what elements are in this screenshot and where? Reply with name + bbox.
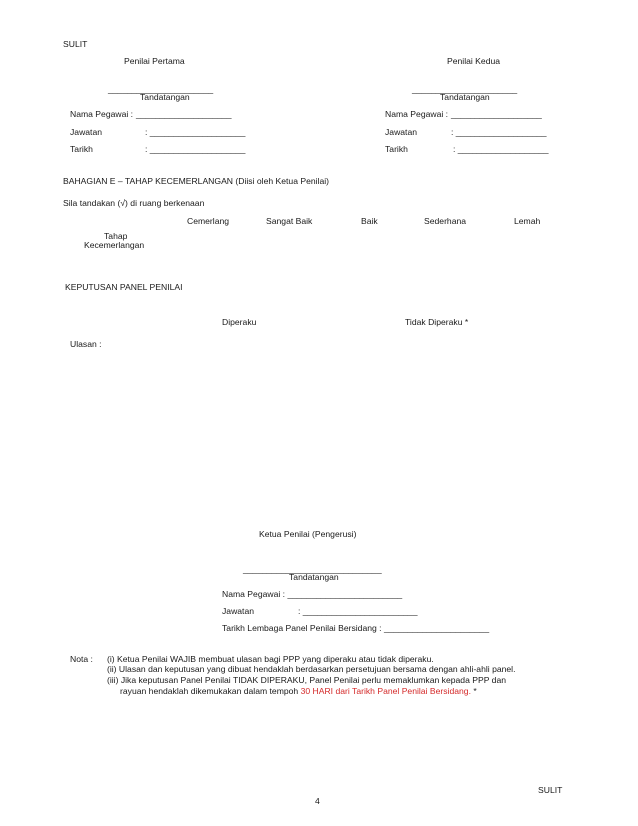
chair-date-field[interactable]: Tarikh Lembaga Panel Penilai Bersidang : ______________________ [222,623,490,633]
note-2: (ii) Ulasan dan keputusan yang dibuat hendaklah berdasarkan persetujuan bersama dengan ahli-ahli panel. [107,664,516,674]
chair-position-field[interactable]: : ________________________ [298,606,418,616]
section-e-title: BAHAGIAN E – TAHAP KECEMERLANGAN (Diisi oleh Ketua Penilai) [63,176,330,186]
chair-name-field[interactable]: Nama Pegawai : ________________________ [222,589,403,599]
panel-decision-title: KEPUTUSAN PANEL PENILAI [65,282,183,292]
second-position-field[interactable]: : ___________________ [451,127,547,137]
level-cemerlang[interactable]: Cemerlang [187,216,230,226]
level-sederhana[interactable]: Sederhana [424,216,467,226]
chair-title: Ketua Penilai (Pengerusi) [259,529,357,539]
first-signature-label: Tandatangan [140,92,190,102]
second-position-label: Jawatan [385,127,418,137]
first-name-field[interactable]: ____________________ [136,109,232,119]
first-name-label: Nama Pegawai : [70,109,134,119]
level-baik[interactable]: Baik [361,216,378,226]
page-number: 4 [315,796,320,806]
second-date-label: Tarikh [385,144,408,154]
excellence-row-label-line1: Tahap [104,231,128,241]
first-date-label: Tarikh [70,144,93,154]
classification-header: SULIT [63,39,88,49]
first-date-field[interactable]: : ____________________ [145,144,246,154]
second-signature-label: Tandatangan [440,92,490,102]
excellence-row-label-line2: Kecemerlangan [84,240,145,250]
classification-footer: SULIT [538,785,563,795]
note-3-asterisk: * [473,686,477,696]
note-3-deadline: 30 HARI dari Tarikh Panel Penilai Bersidang. [300,686,471,696]
first-position-field[interactable]: : ____________________ [145,127,246,137]
second-date-field[interactable]: : ___________________ [453,144,549,154]
second-name-field[interactable]: ___________________ [451,109,542,119]
second-signature-line[interactable]: ______________________ [412,84,518,94]
chair-signature-label: Tandatangan [289,572,339,582]
second-assessor-title: Penilai Kedua [447,56,501,66]
note-3-text: rayuan hendaklah dikemukakan dalam tempoh [120,686,299,696]
not-approved-option[interactable]: Tidak Diperaku * [405,317,469,327]
chair-position-label: Jawatan [222,606,255,616]
level-sangat-baik[interactable]: Sangat Baik [266,216,313,226]
first-position-label: Jawatan [70,127,103,137]
second-name-label: Nama Pegawai : [385,109,449,119]
first-assessor-title: Penilai Pertama [124,56,185,66]
note-1: (i) Ketua Penilai WAJIB membuat ulasan bagi PPP yang diperaku atau tidak diperaku. [107,654,434,664]
approved-option[interactable]: Diperaku [222,317,257,327]
first-signature-line[interactable]: ______________________ [108,84,214,94]
section-e-instruction: Sila tandakan (√) di ruang berkenaan [63,198,205,208]
level-lemah[interactable]: Lemah [514,216,541,226]
remarks-area[interactable] [108,336,608,516]
chair-signature-line[interactable]: _____________________________ [243,564,382,574]
note-3: (iii) Jika keputusan Panel Penilai TIDAK DIPERAKU, Panel Penilai perlu memaklumkan kepada PPP dan [107,675,507,685]
note-3-continued [120,687,477,696]
remarks-label: Ulasan : [70,339,102,349]
notes-label: Nota : [70,654,93,664]
